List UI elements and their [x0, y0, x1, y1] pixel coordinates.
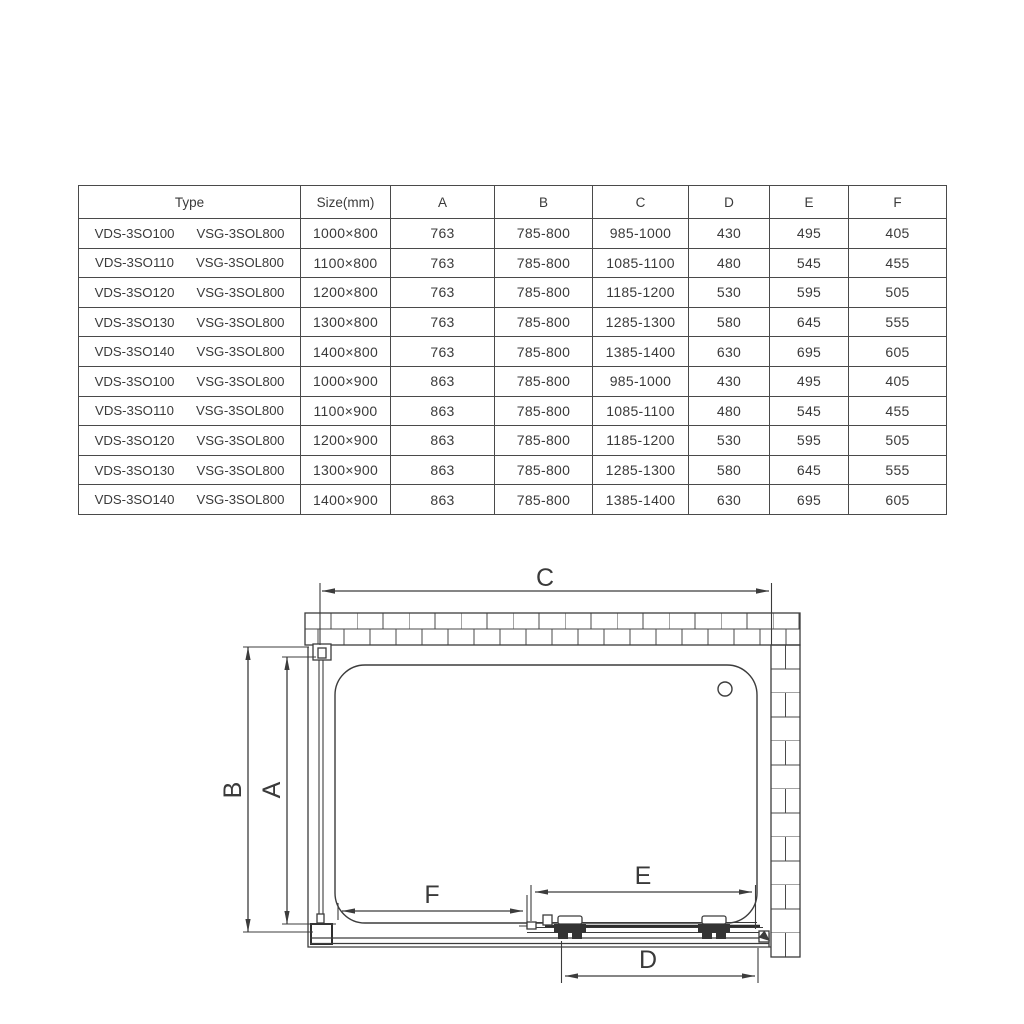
- fixed-glass-panel: [311, 644, 332, 944]
- dim-label-d: D: [638, 946, 658, 974]
- cell-type: VDS-3SO140 VSG-3SOL800: [79, 337, 301, 367]
- cell-a: 763: [391, 248, 495, 278]
- cell-b: 785-800: [495, 337, 593, 367]
- shower-tray: [335, 665, 757, 923]
- cell-a: 863: [391, 396, 495, 426]
- dimension-a: [258, 657, 336, 924]
- door-knob: [543, 915, 552, 925]
- cell-c: 985-1000: [593, 366, 689, 396]
- cell-type: VDS-3SO100 VSG-3SOL800: [79, 219, 301, 249]
- cell-e: 545: [770, 396, 849, 426]
- cell-b: 785-800: [495, 366, 593, 396]
- cell-d: 630: [689, 337, 770, 367]
- cell-c: 1385-1400: [593, 337, 689, 367]
- dimension-table: [78, 185, 947, 515]
- col-header-type: Type: [79, 186, 301, 219]
- cell-c: 1085-1100: [593, 396, 689, 426]
- cell-a: 763: [391, 219, 495, 249]
- top-wall-brick: [305, 613, 800, 645]
- table-row: [79, 219, 947, 249]
- cell-size: 1200×800: [301, 278, 391, 308]
- cell-type: VDS-3SO130 VSG-3SOL800: [79, 307, 301, 337]
- right-wall-brick: [771, 645, 800, 957]
- dim-label-b: B: [219, 781, 247, 799]
- cell-b: 785-800: [495, 248, 593, 278]
- cell-type: VDS-3SO110 VSG-3SOL800: [79, 248, 301, 278]
- table-row: [79, 396, 947, 426]
- cell-c: 1085-1100: [593, 248, 689, 278]
- col-header-f: F: [849, 186, 947, 219]
- frame-outline: [308, 647, 771, 947]
- roller-clamp: [554, 916, 586, 939]
- cell-type: VDS-3SO100 VSG-3SOL800: [79, 366, 301, 396]
- col-header-c: C: [593, 186, 689, 219]
- table-row: [79, 455, 947, 485]
- cell-d: 480: [689, 396, 770, 426]
- cell-e: 595: [770, 426, 849, 456]
- col-header-b: B: [495, 186, 593, 219]
- cell-c: 1385-1400: [593, 485, 689, 515]
- cell-c: 985-1000: [593, 219, 689, 249]
- cell-size: 1300×900: [301, 455, 391, 485]
- table-row: [79, 307, 947, 337]
- col-header-d: D: [689, 186, 770, 219]
- cell-d: 430: [689, 366, 770, 396]
- col-header-size: Size(mm): [301, 186, 391, 219]
- cell-type: VDS-3SO120 VSG-3SOL800: [79, 426, 301, 456]
- cell-f: 505: [849, 426, 947, 456]
- cell-size: 1200×900: [301, 426, 391, 456]
- cell-e: 645: [770, 455, 849, 485]
- door-end-cap: [527, 922, 536, 929]
- cell-size: 1400×900: [301, 485, 391, 515]
- table-row: [79, 426, 947, 456]
- knob-top: [317, 914, 324, 923]
- cell-d: 580: [689, 455, 770, 485]
- table-row: [79, 485, 947, 515]
- table-row: [79, 248, 947, 278]
- cell-e: 595: [770, 278, 849, 308]
- cell-e: 495: [770, 366, 849, 396]
- cell-a: 863: [391, 455, 495, 485]
- cell-d: 530: [689, 426, 770, 456]
- roller-clamp: [698, 916, 730, 939]
- cell-type: VDS-3SO130 VSG-3SOL800: [79, 455, 301, 485]
- cell-b: 785-800: [495, 455, 593, 485]
- cell-a: 763: [391, 337, 495, 367]
- cell-d: 480: [689, 248, 770, 278]
- cell-b: 785-800: [495, 485, 593, 515]
- cell-a: 763: [391, 278, 495, 308]
- cell-a: 863: [391, 426, 495, 456]
- cell-d: 530: [689, 278, 770, 308]
- sliding-door-assembly: [310, 915, 770, 947]
- cell-e: 695: [770, 337, 849, 367]
- cell-d: 630: [689, 485, 770, 515]
- cell-f: 455: [849, 396, 947, 426]
- technical-drawing: [0, 555, 1024, 1024]
- table-header-row: [79, 186, 947, 219]
- table-row: [79, 337, 947, 367]
- dim-label-f: F: [424, 881, 440, 909]
- wall-profile-bottom: [311, 924, 332, 944]
- cell-size: 1100×900: [301, 396, 391, 426]
- cell-f: 555: [849, 455, 947, 485]
- cell-b: 785-800: [495, 219, 593, 249]
- cell-size: 1400×800: [301, 337, 391, 367]
- cell-type: VDS-3SO110 VSG-3SOL800: [79, 396, 301, 426]
- cell-a: 863: [391, 485, 495, 515]
- cell-e: 695: [770, 485, 849, 515]
- cell-c: 1285-1300: [593, 455, 689, 485]
- drain-hole: [718, 682, 732, 696]
- cell-size: 1100×800: [301, 248, 391, 278]
- cell-e: 545: [770, 248, 849, 278]
- dimension-f: [338, 881, 527, 929]
- cell-b: 785-800: [495, 278, 593, 308]
- cell-type: VDS-3SO140 VSG-3SOL800: [79, 485, 301, 515]
- cell-size: 1000×900: [301, 366, 391, 396]
- cell-size: 1000×800: [301, 219, 391, 249]
- cell-a: 763: [391, 307, 495, 337]
- cell-f: 455: [849, 248, 947, 278]
- cell-f: 505: [849, 278, 947, 308]
- table-row: [79, 278, 947, 308]
- cell-c: 1185-1200: [593, 426, 689, 456]
- col-header-e: E: [770, 186, 849, 219]
- cell-a: 863: [391, 366, 495, 396]
- col-header-a: A: [391, 186, 495, 219]
- cell-b: 785-800: [495, 307, 593, 337]
- dim-label-e: E: [634, 862, 652, 890]
- table-row: [79, 366, 947, 396]
- dim-label-a: A: [258, 781, 286, 799]
- cell-size: 1300×800: [301, 307, 391, 337]
- cell-d: 430: [689, 219, 770, 249]
- cell-d: 580: [689, 307, 770, 337]
- cell-e: 495: [770, 219, 849, 249]
- dim-label-c: C: [535, 564, 555, 592]
- cell-c: 1185-1200: [593, 278, 689, 308]
- cell-c: 1285-1300: [593, 307, 689, 337]
- cell-f: 605: [849, 337, 947, 367]
- cell-b: 785-800: [495, 426, 593, 456]
- cell-f: 605: [849, 485, 947, 515]
- cell-f: 405: [849, 366, 947, 396]
- cell-b: 785-800: [495, 396, 593, 426]
- cell-f: 555: [849, 307, 947, 337]
- cell-f: 405: [849, 219, 947, 249]
- cell-e: 645: [770, 307, 849, 337]
- cell-type: VDS-3SO120 VSG-3SOL800: [79, 278, 301, 308]
